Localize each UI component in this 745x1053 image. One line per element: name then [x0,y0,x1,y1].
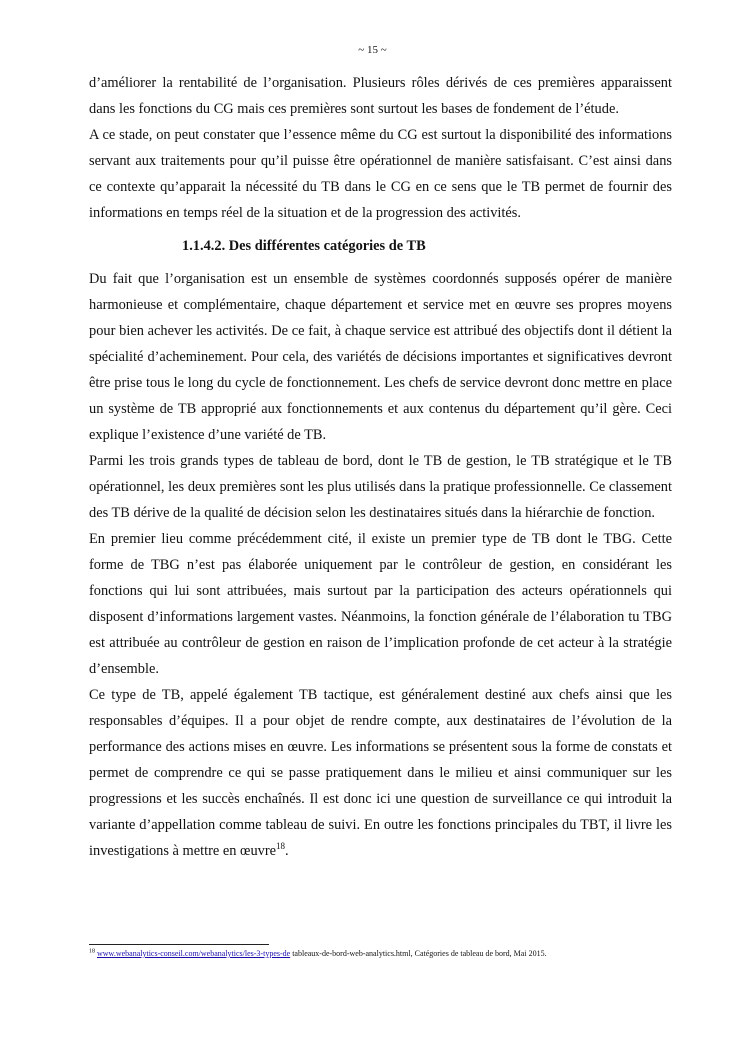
paragraph-with-footnote [89,682,672,864]
footnote-reference[interactable]: 18 [276,841,286,852]
paragraph: En premier lieu comme précédemment cité, il existe un premier type de TB dont le TBG. Cette forme de TBG n’est pas élaborée uniquement par le contrôleur de gestion, en considérant les fonctions qui lui sont attribuées, mais surtout par la participation des acteurs opérationnels qui disposent d’informations largement vastes. Néanmoins, la fonction générale de l’élaboration tu TBG est attribuée au contrôleur de gestion en raison de l’implication profonde de cet acteur à la stratégie d’ensemble. [89,531,672,677]
paragraph: Parmi les trois grands types de tableau de bord, dont le TB de gestion, le TB stratégique et le TB opérationnel, les deux premières sont les plus utilisés dans la pratique professionnelle. Ce classement des TB dérive de la qualité de décision selon les destinataires situés dans la hiérarchie de fonction. [89,453,672,521]
section-title: Des différentes catégories de TB [228,238,426,254]
footnote-text: tableaux-de-bord-web-analytics.html, Catégories de tableau de bord, Mai 2015. [290,949,547,958]
section-number: 1.1.4.2. [182,238,226,254]
paragraph-end: . [285,843,289,859]
footnote-link[interactable]: www.webanalytics-conseil.com/webanalytics/les-3-types-de [97,949,291,958]
footnote-separator [89,944,269,945]
page-number: ~ 15 ~ [358,44,387,56]
section-heading [89,226,672,266]
body-text [89,70,672,864]
paragraph: A ce stade, on peut constater que l’essence même du CG est surtout la disponibilité des informations servant aux traitements pour qu’il puisse être opérationnel de manière satisfaisant. C’est ainsi dans ce contexte qu’apparait la nécessité du TB dans le CG en ce sens que le TB permet de fournir des informations en temps réel de la situation et de la progression des activités. [89,127,672,221]
paragraph: Du fait que l’organisation est un ensemble de systèmes coordonnés supposés opérer de manière harmonieuse et complémentaire, chaque département et service met en œuvre ses propres moyens pour bien achever les activités. De ce fait, à chaque service est attribué des objectifs dont il détient la spécialité d’acheminement. Pour cela, des variétés de décisions importantes et significatives devront être prise tous le long du cycle de fonctionnement. Les chefs de service devront donc mettre en place un système de TB approprié aux fonctionnements et aux contenus du département qu’il gère. Ceci explique l’existence d’une variété de TB. [89,271,672,443]
footnote-number: 18 [89,948,95,955]
paragraph-text: Ce type de TB, appelé également TB tactique, est généralement destiné aux chefs ainsi que les responsables d’équipes. Il a pour objet de rendre compte, aux destinataires de l’évolution de la performance des actions mises en œuvre. Les informations se présentent sous la forme de constats et permet de comprendre ce qui se passe pratiquement dans le milieu et ainsi communiquer sur les progressions et les succès enchaînés. Il est donc ici une question de surveillance ce qui introduit la variante d’appellation comme tableau de suivi. En outre les fonctions principales du TBT, il livre les investigations à mettre en œuvre [89,687,672,859]
footnote [89,948,689,959]
paragraph: d’améliorer la rentabilité de l’organisation. Plusieurs rôles dérivés de ces premières apparaissent dans les fonctions du CG mais ces premières sont surtout les bases de fondement de l’étude. [89,75,672,117]
